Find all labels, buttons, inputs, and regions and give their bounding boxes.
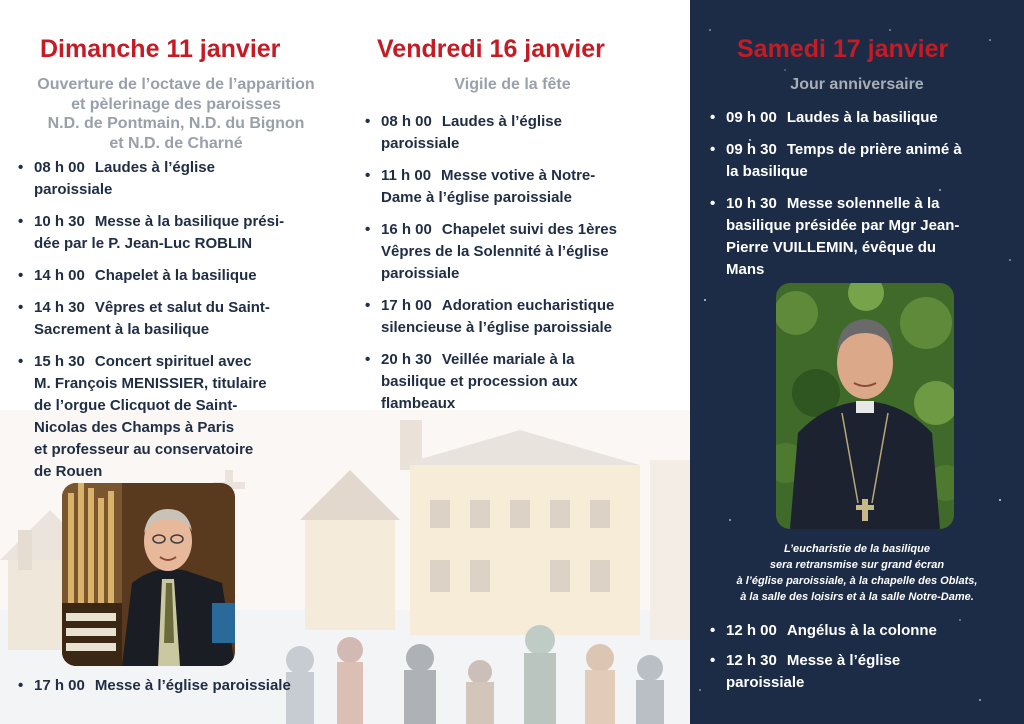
schedule-item <box>18 157 343 201</box>
schedule-time: 10 h 30 <box>34 213 85 230</box>
schedule-item <box>710 107 1015 129</box>
schedule-text: Messe à la basilique prési- <box>94 213 285 230</box>
schedule-item <box>365 349 690 415</box>
schedule-list-after <box>710 620 1015 694</box>
bullet-icon: • <box>710 109 716 126</box>
schedule-text: paroissiale <box>381 135 460 152</box>
schedule-text: Sacrement à la basilique <box>34 321 210 338</box>
schedule-time: 15 h 30 <box>34 353 85 370</box>
bullet-icon: • <box>18 677 24 694</box>
subtitle-line: et N.D. de Charné <box>109 134 243 152</box>
schedule-text: basilique et procession aux <box>381 373 578 390</box>
day-title: Vendredi 16 janvier <box>377 35 605 63</box>
subtitle-line: Vigile de la fête <box>454 76 571 93</box>
schedule-text: Chapelet suivi des 1ères <box>441 221 617 238</box>
day-title: Samedi 17 janvier <box>737 35 949 63</box>
bullet-icon: • <box>710 622 716 639</box>
schedule-text: paroissiale <box>726 674 805 691</box>
schedule-item <box>365 165 690 209</box>
schedule-time: 20 h 30 <box>381 351 432 368</box>
schedule-time: 14 h 30 <box>34 299 85 316</box>
broadcast-caption <box>700 541 1014 605</box>
schedule-text: de l’orgue Clicquot de Saint- <box>34 397 238 414</box>
schedule-text: Dame à l’église paroissiale <box>381 189 572 206</box>
schedule-text: Laudes à l’église <box>441 113 562 130</box>
schedule-text: flambeaux <box>381 395 456 412</box>
schedule-time: 09 h 30 <box>726 141 777 158</box>
bullet-icon: • <box>710 141 716 158</box>
bullet-icon: • <box>18 159 24 176</box>
schedule-time: 12 h 00 <box>726 622 777 639</box>
schedule-text: Messe à l’église <box>786 652 901 669</box>
subtitle-line: Jour anniversaire <box>790 76 924 93</box>
schedule-text: Pierre VUILLEMIN, évêque du <box>726 239 937 256</box>
schedule-list-final <box>18 675 343 697</box>
bullet-icon: • <box>365 221 371 238</box>
subtitle-line: et pèlerinage des paroisses <box>71 95 281 113</box>
schedule-time: 11 h 00 <box>381 167 432 184</box>
schedule-text: Veillée mariale à la <box>441 351 575 368</box>
subtitle-line: N.D. de Pontmain, N.D. du Bignon <box>47 115 305 132</box>
bishop-portrait <box>776 283 954 529</box>
bullet-icon: • <box>18 353 24 370</box>
schedule-text: M. François MENISSIER, titulaire <box>34 375 267 392</box>
schedule-text: basilique présidée par Mgr Jean- <box>726 217 960 234</box>
schedule-time: 08 h 00 <box>34 159 85 176</box>
schedule-text: paroissiale <box>381 265 460 282</box>
caption-line: à la salle des loisirs et à la salle Notre-Dame. <box>740 591 974 603</box>
organist-portrait <box>62 483 235 666</box>
schedule-item <box>18 211 343 255</box>
schedule-item <box>18 351 343 483</box>
day-subtitle <box>690 75 1024 95</box>
bullet-icon: • <box>18 299 24 316</box>
schedule-time: 14 h 00 <box>34 267 85 284</box>
bullet-icon: • <box>365 113 371 130</box>
schedule-item <box>365 295 690 339</box>
schedule-text: silencieuse à l’église paroissiale <box>381 319 612 336</box>
schedule-text: Vêpres de la Solennité à l’église <box>381 243 609 260</box>
schedule-text: Chapelet à la basilique <box>94 267 257 284</box>
schedule-time: 12 h 30 <box>726 652 777 669</box>
schedule-text: Angélus à la colonne <box>786 622 937 639</box>
schedule-text: Temps de prière animé à <box>786 141 962 158</box>
schedule-item <box>710 139 1015 183</box>
schedule-list <box>710 107 1015 281</box>
schedule-item <box>710 650 1015 694</box>
organist-photo <box>62 483 235 666</box>
schedule-text: paroissiale <box>34 181 113 198</box>
day-subtitle <box>0 75 352 153</box>
schedule-item <box>18 675 343 697</box>
schedule-list <box>18 157 343 483</box>
schedule-time: 17 h 00 <box>381 297 432 314</box>
schedule-text: Laudes à la basilique <box>786 109 938 126</box>
schedule-text: Messe votive à Notre- <box>441 167 596 184</box>
schedule-text: de Rouen <box>34 463 103 480</box>
schedule-text: Adoration eucharistique <box>441 297 615 314</box>
caption-line: sera retransmise sur grand écran <box>769 559 945 571</box>
schedule-text: Mans <box>726 261 765 278</box>
caption-line: à l’église paroissiale, à la chapelle des Oblats, <box>736 575 978 587</box>
schedule-text: dée par le P. Jean-Luc ROBLIN <box>34 235 253 252</box>
schedule-item <box>365 111 690 155</box>
bullet-icon: • <box>18 267 24 284</box>
bullet-icon: • <box>18 213 24 230</box>
bishop-photo <box>776 283 954 529</box>
schedule-time: 09 h 00 <box>726 109 777 126</box>
schedule-item <box>710 193 1015 281</box>
bullet-icon: • <box>710 652 716 669</box>
subtitle-line: Ouverture de l’octave de l’apparition <box>37 76 315 93</box>
schedule-text: Concert spirituel avec <box>94 353 252 370</box>
schedule-item <box>365 219 690 285</box>
schedule-text: Messe à l’église paroissiale <box>94 677 291 694</box>
day-subtitle <box>350 75 675 95</box>
schedule-time: 17 h 00 <box>34 677 85 694</box>
schedule-item <box>18 297 343 341</box>
schedule-text: Nicolas des Champs à Paris <box>34 419 235 436</box>
bullet-icon: • <box>365 297 371 314</box>
schedule-text: la basilique <box>726 163 808 180</box>
schedule-text: Laudes à l’église <box>94 159 215 176</box>
column-samedi <box>690 0 1024 724</box>
schedule-text: Messe solennelle à la <box>786 195 940 212</box>
schedule-item <box>18 265 343 287</box>
bullet-icon: • <box>710 195 716 212</box>
bullet-icon: • <box>365 351 371 368</box>
schedule-text: Vêpres et salut du Saint- <box>94 299 270 316</box>
schedule-time: 08 h 00 <box>381 113 432 130</box>
schedule-text: et professeur au conservatoire <box>34 441 254 458</box>
schedule-time: 16 h 00 <box>381 221 432 238</box>
schedule-time: 10 h 30 <box>726 195 777 212</box>
day-title: Dimanche 11 janvier <box>40 35 281 63</box>
schedule-item <box>710 620 1015 642</box>
bullet-icon: • <box>365 167 371 184</box>
schedule-list <box>365 111 690 415</box>
caption-line: L’eucharistie de la basilique <box>784 543 930 555</box>
